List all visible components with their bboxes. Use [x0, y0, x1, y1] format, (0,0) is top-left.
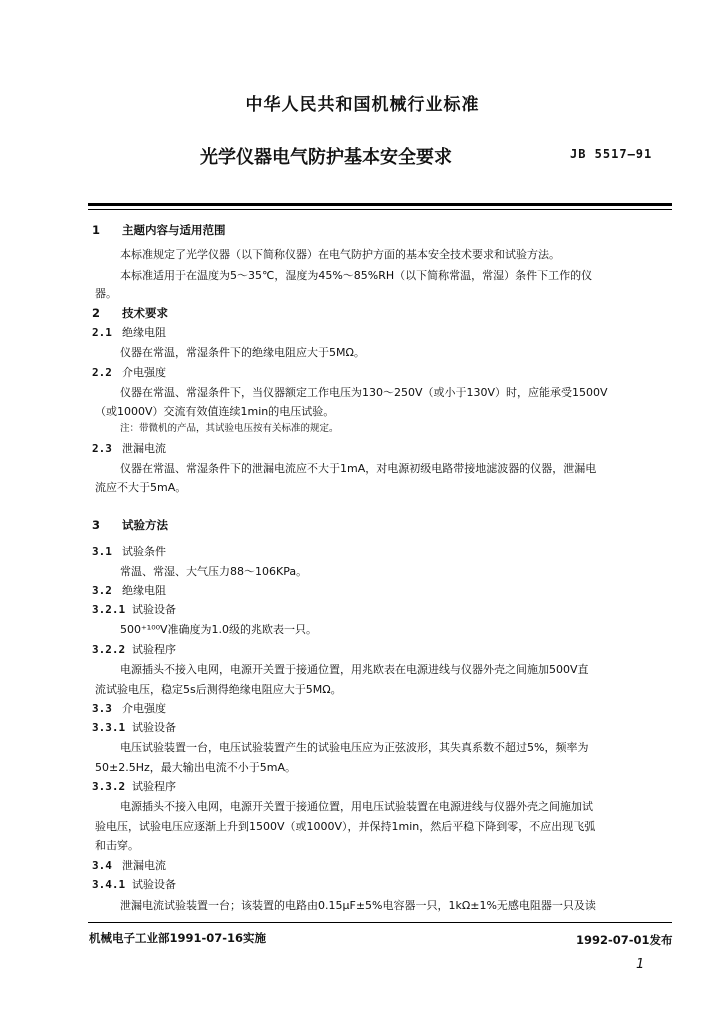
section-2-2-heading — [92, 364, 166, 380]
section-number: 2 — [92, 306, 101, 320]
page-number: 1 — [636, 957, 645, 972]
standard-number: JB 5517—91 — [570, 147, 653, 161]
section-title: 试验设备 — [132, 603, 176, 616]
section-number: 3.2.1 — [92, 603, 126, 616]
section-title: 试验设备 — [132, 878, 176, 891]
section-number: 3.4 — [92, 859, 112, 872]
section-1-heading — [92, 222, 226, 238]
section-3-3-heading — [92, 700, 166, 716]
section-3-3-1-heading — [92, 719, 176, 735]
paragraph: 电压试验装置一台，电压试验装置产生的试验电压应为正弦波形，其失真系数不超过5%，频率为 — [120, 741, 589, 754]
section-3-4-1-heading — [92, 876, 176, 892]
section-title: 主题内容与适用范围 — [122, 223, 226, 237]
paragraph: 流应不大于5mA。 — [95, 481, 187, 494]
paragraph: 泄漏电流试验装置一台；该装置的电路由0.15μF±5%电容器一只，1kΩ±1%无感电阻器一只及读 — [120, 899, 596, 912]
paragraph: 和击穿。 — [95, 839, 139, 852]
section-3-4-heading — [92, 857, 166, 873]
paragraph: 仪器在常温，常湿条件下的绝缘电阻应大于5MΩ。 — [120, 346, 365, 359]
header-rule-thin — [88, 209, 672, 210]
paragraph: 器。 — [95, 287, 117, 300]
paragraph: 50±2.5Hz，最大输出电流不小于5mA。 — [95, 761, 296, 774]
section-title: 试验条件 — [122, 545, 166, 558]
section-number: 2.2 — [92, 366, 112, 379]
section-number: 2.3 — [92, 442, 112, 455]
section-3-2-heading — [92, 582, 166, 598]
paragraph: 仪器在常温、常湿条件下的泄漏电流应不大于1mA，对电源初级电路带接地滤波器的仪器，泄漏电 — [120, 462, 597, 475]
note: 注：带微机的产品，其试验电压按有关标准的规定。 — [120, 423, 339, 434]
section-3-2-2-heading — [92, 641, 176, 657]
section-title: 泄漏电流 — [122, 442, 166, 455]
section-2-1-heading — [92, 324, 166, 340]
paragraph: （或1000V）交流有效值连续1min的电压试验。 — [95, 405, 335, 418]
section-title: 试验程序 — [132, 780, 176, 793]
paragraph: 仪器在常温、常湿条件下，当仪器额定工作电压为130～250V（或小于130V）时，应能承受1500V — [120, 386, 608, 399]
section-number: 3 — [92, 518, 101, 532]
section-title: 技术要求 — [122, 306, 168, 320]
section-title: 试验程序 — [132, 643, 176, 656]
footer-rule — [88, 922, 672, 923]
section-3-heading — [92, 517, 168, 533]
paragraph: 电源插头不接入电网，电源开关置于接通位置，用电压试验装置在电源进线与仪器外壳之间施加试 — [120, 800, 593, 813]
section-number: 2.1 — [92, 326, 112, 339]
paragraph: 500⁺¹⁰⁰V准确度为1.0级的兆欧表一只。 — [120, 623, 318, 636]
issuing-body: 中华人民共和国机械行业标准 — [245, 95, 480, 115]
section-number: 3.1 — [92, 545, 112, 558]
section-number: 3.3.1 — [92, 721, 126, 734]
section-2-heading — [92, 305, 168, 321]
document-title: 光学仪器电气防护基本安全要求 — [200, 147, 452, 168]
section-number: 3.4.1 — [92, 878, 126, 891]
paragraph: 流试验电压，稳定5s后测得绝缘电阻应大于5MΩ。 — [95, 683, 342, 696]
section-title: 试验方法 — [122, 518, 168, 532]
section-title: 介电强度 — [122, 366, 166, 379]
section-3-1-heading — [92, 543, 166, 559]
header-rule-thick — [88, 203, 672, 206]
section-title: 介电强度 — [122, 702, 166, 715]
section-number: 3.2 — [92, 584, 112, 597]
section-number: 1 — [92, 223, 101, 237]
section-title: 绝缘电阻 — [122, 326, 166, 339]
publish-date: 1992-07-01发布 — [576, 933, 673, 947]
section-number: 3.3 — [92, 702, 112, 715]
paragraph: 常温、常湿、大气压力88～106KPa。 — [120, 565, 308, 578]
section-title: 泄漏电流 — [122, 859, 166, 872]
section-number: 3.3.2 — [92, 780, 126, 793]
section-3-2-1-heading — [92, 601, 176, 617]
section-title: 绝缘电阻 — [122, 584, 166, 597]
section-2-3-heading — [92, 440, 166, 456]
effective-date: 机械电子工业部1991-07-16实施 — [89, 931, 267, 945]
paragraph: 电源插头不接入电网，电源开关置于接通位置，用兆欧表在电源进线与仪器外壳之间施加500V直 — [120, 663, 589, 676]
section-title: 试验设备 — [132, 721, 176, 734]
section-3-3-2-heading — [92, 778, 176, 794]
paragraph: 验电压，试验电压应逐渐上升到1500V（或1000V），并保持1min，然后平稳下降到零，不应出现飞弧 — [95, 820, 596, 833]
paragraph: 本标准适用于在温度为5～35℃，湿度为45%～85%RH（以下简称常温，常湿）条件下工作的仪 — [120, 269, 593, 282]
section-number: 3.2.2 — [92, 643, 126, 656]
paragraph: 本标准规定了光学仪器（以下简称仪器）在电气防护方面的基本安全技术要求和试验方法。 — [120, 248, 560, 261]
